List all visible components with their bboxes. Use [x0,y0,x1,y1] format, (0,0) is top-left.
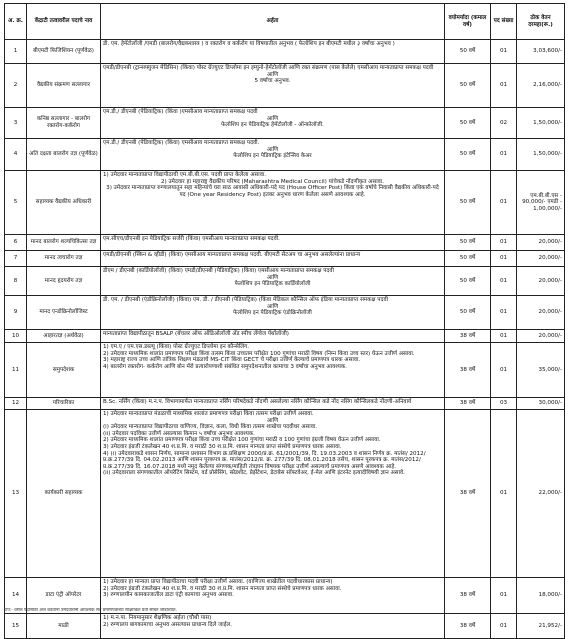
row-number: 9 [5,296,27,330]
post-name: अति दक्षता बालरोग तज्ञ (पूर्णवेळ) [27,139,101,171]
post-count: 01 [491,64,517,108]
col-header-salary: ठोक वेतन दरमहा(रू.) [517,4,565,40]
age-limit: 38 वर्षे [445,578,491,614]
qualification-line: 4) बालरोग रक्तरोग- कर्करोग आणि बोन मॅरो प्रत्यारोपणाशी संबंधित समुपदेशनातील कामाचा 3 वर्षांचा अनुभव आवश्यक. [103,363,347,370]
qualification-line: एमडी/डीएनबी (ट्रान्सफ्युजन मेडिसिन) (किंवा) पोस्ट ग्रॅज्युएट डिप्लोमा इन इम्युनो-हेमॅटोलॉजी आणि रक्त संक्रमण (पास केलेले) एमसीआय मान्यताप्राप्त समकक्ष पदवी [103,65,434,71]
table-row [5,410,565,578]
qualification-line: आणि [266,274,279,281]
qualification-cell [101,235,445,251]
table-row [5,64,565,108]
row-number: 4 [5,139,27,171]
row-number: 5 [5,171,27,235]
age-limit: 38 वर्षे [445,614,491,639]
qualification-cell [101,614,445,639]
post-name: आहारतज्ञ (अर्धवेळ) [27,330,101,343]
table-row [5,343,565,398]
row-number: 11 [5,343,27,398]
col-header-age: वयोमर्यादा (कमाल वर्ष) [445,4,491,40]
qualification-cell [101,343,445,398]
row-number: 3 [5,108,27,139]
post-count: 01 [491,578,517,614]
table-row [5,251,565,267]
qualification-line: एमडी/डीएनबी (स्किन & व्हीडी) (किंवा) एमसीआय मान्यताप्राप्त समकक्ष पदवी. बीएमटी सेटअप चा अनुभव असलेल्यांना प्राधान्य [103,252,361,258]
qualification-cell [101,296,445,330]
age-limit: 50 वर्षे [445,267,491,296]
qualification-cell [101,171,445,235]
qualification-line: फेलोशिप इन पेडियाट्रिक कार्डियोलॉजी [234,281,311,288]
qualification-line: (i) उमेदवार मान्यताप्राप्त विद्यापीठाचा वाणिज्य, विज्ञान, कला, विधी किंवा तत्सम शाखेचा पदवीधर असावा. [103,424,318,431]
qualification-line: एम.डी./ डीएनबी (पेडियाट्रिक) (किंवा) एमसीआय मान्यताप्राप्त समकक्ष पदवी. [103,140,260,146]
salary-value: 21,952/- [517,614,565,639]
qualification-line: 3) उमेदवार इंग्रजी टंकलेखन 40 श.प्र.मि. व मराठी 30 श.प्र.मि. शासन मान्यता प्राप्त संस्थेचे प्रमाणपत्र धारक असावा. [103,443,342,450]
age-limit: 38 वर्षे [445,398,491,410]
qualification-cell [101,40,445,64]
post-name: कार्यकारी सहाय्यक [27,410,101,578]
qualification-line: 1) उमेदवार हा मान्यता प्राप्त विद्यापीठाचा पदवी परीक्षा उत्तीर्ण असावा. (वाणिज्य शाखेतील पदवीधारकास प्राधान्य) [103,579,333,585]
footnote: टिप:- वरील पदांसाठी अर्ज करताना उमेदवारांनी आवश्यक सर्व प्रमाणपत्रांच्या साक्षांकित प्रती सोबत जोडाव्यात. [4,608,177,613]
qualification-line: 2) उमेदवार माध्यमिक शालांत प्रमाणपत्र परीक्षा किंवा तत्सम किंवा उच्चतम परीक्षेत 100 गुणांचा मराठी विषय (निम्न किंवा उच्च स्तर) घेऊन उत्तीर्ण असावा. [103,350,415,357]
qualification-line: 1) म.न.पा. नियमानुसार शैक्षणिक अर्हता (चौथी पास) [103,615,212,621]
post-count: 01 [491,614,517,639]
qualification-cell [101,330,445,343]
post-name: माळी [27,614,101,639]
col-header-qualification: अर्हता [101,4,445,40]
table-row [5,40,565,64]
post-name: मानद हृदयरोग तज्ञ [27,267,101,296]
post-count: 01 [491,330,517,343]
qualification-line: 4) (i) उमेदवाराकडे शासन निर्णय, सामान्य प्रशासन विभाग क्र.प्रशिक्षण 2000/प्र.क्र. 61/2001/39, दि. 19.03.2003 व शासन निर्णय क्र. मातंस/ 2012/ प्र.क्र.277/39 दि. 04.02.2013 आणि शासन पूरकपत्र क्र. मातंस/2012/प्र. क्र. 277/39 दि. 08.01.2018 तसेच, शासन पूरकपत्र क्र. मातंस/2012/प्र.क्र.277/39 दि. 16.07.2018 मध्ये नमूद केलेल्या संगणक/माहिती तंत्रज्ञान विषयक परीक्षा उत्तीर्ण असल्याचे प्रमाणपत्र असणे आवश्यक आहे. [103,450,426,470]
salary-value: 1,50,000/- [517,108,565,139]
table-row [5,235,565,251]
qualification-line: डी. एम. हेमॅटोलॉजी /एमडी (बालरोग/वैद्यकशास्त्र ) व रक्तरोग व कर्करोग या विषयातील अनुभव ( फेलोशिप इन बीएमटी मधील ३ वर्षांचा अनुभव ) [103,41,395,47]
post-count: 01 [491,296,517,330]
qualification-line: 2) उमेदवार माध्यमिक शालांत प्रमाणपत्र परीक्षा किंवा उच्च परीक्षेत 100 गुणांचा मराठी व 100 गुणांचा इंग्रजी विषय घेऊन उत्तीर्ण असावा. [103,437,381,444]
qualification-cell [101,267,445,296]
post-count: 01 [491,40,517,64]
age-limit: 50 वर्षे [445,139,491,171]
post-name: डाटा एंट्री ऑपरेटर [27,578,101,614]
qualification-line: डी. एम. / डीएनबी (एंडोक्रिनोलॉजी) (किंवा) एम. डी. / डीएनबी (पेडियाट्रिक) (किंवा मेडिकल कौन्सिल ऑफ इंडिया मान्यताप्राप्त समकक्ष पदवी [103,297,389,303]
row-number: 14 [5,578,27,614]
table-row [5,267,565,296]
salary-value: 20,000/- [517,251,565,267]
salary-value: 20,000/- [517,267,565,296]
qualification-cell [101,410,445,578]
row-number: 8 [5,267,27,296]
post-count: 02 [491,108,517,139]
post-name: मानद त्वचारोग तज्ञ [27,251,101,267]
post-name: सहाय्यक वैद्यकीय अधिकारी [27,171,101,235]
qualification-line: 3) रुग्णालयीन कामकाजातील डाटा एंट्री कामाचा अनुभव असावा. [103,592,234,599]
table-body [5,40,565,639]
salary-value: 2,16,000/- [517,64,565,108]
header-row [5,4,565,40]
qualification-line: फेलोशिप इन पेडियाट्रिक इंटेन्सिव केअर [233,153,312,160]
qualification-cell [101,108,445,139]
post-count: 01 [491,343,517,398]
salary-value: 35,000/- [517,343,565,398]
age-limit: 50 वर्षे [445,108,491,139]
qualification-line: आणि [266,417,279,424]
post-count: 01 [491,171,517,235]
row-number: 12 [5,398,27,410]
table-row [5,108,565,139]
row-number: 10 [5,330,27,343]
qualification-line: 3) महाराष्ट्र राज्य उच्च आणि तांत्रिक शिक्षण मंडळाचे MS-CIT किंवा GECT चे परीक्षा उत्तीर्ण केल्याचे प्रमाणपत्र धारक असावा. [103,357,361,364]
qualification-line: 1) उमेदवार मान्यताप्राप्त मंडळाची माध्यमिक शालांत प्रमाणपत्र परीक्षा किंवा तत्सम परीक्षा उत्तीर्ण असावा. [103,411,314,417]
qualification-line: फेलोशिप इन पेडियाट्रिक हेमॅटोलॉजी - ऑन्कोलॉजी. [221,122,324,129]
age-limit: 50 वर्षे [445,235,491,251]
row-number: 6 [5,235,27,251]
salary-value: 30,000/- [517,398,565,410]
qualification-line: एम.सीएच/डीएनबी इन पेडियाट्रिक सर्जरी (किंवा) एमसीआय मान्यताप्राप्त समकक्ष पदवी. [103,236,280,242]
qualification-line: (ii) उमेदवाराला संगणकातील ऑपरेटिंग सिस्टम, वर्ड प्रोसेसिंग, स्प्रेडशीट, प्रेझेंटेशन, डेटाबेस सॉफ्टवेअर, ई-मेल आणि इंटरनेट इत्यादीविषयी ज्ञान असावे. [103,470,405,477]
salary-value: 20,000/- [517,296,565,330]
post-count: 01 [491,251,517,267]
qualification-line: 1) उमेदवार मान्यताप्राप्त विद्यापीठाची एम.बी.बी.एस. पदवी प्राप्त केलेला असावा. [103,172,267,178]
row-number: 15 [5,614,27,639]
age-limit: 38 वर्षे [445,330,491,343]
qualification-cell [101,64,445,108]
post-name: मानद एन्डोक्रिनोलॉजिस्ट [27,296,101,330]
qualification-line: 2) उमेदवार हा महाराष्ट्र वैद्यकीय परिषद (Maharashtra Medical Council) यांचेकडे नोंदणीकृत असावा. [160,178,385,185]
table-row [5,614,565,639]
qualification-cell [101,251,445,267]
qualification-line: एम.डी./ डीएनबी (पेडियाट्रिक) (किंवा )एमसीआय मान्यताप्राप्त समकक्ष पदवी [103,109,258,115]
row-number: 1 [5,40,27,64]
qualification-line: 3) उमेदवार मान्यताप्राप्त रुग्णालयातून सहा महिन्यांचे घरा साठ आवासी अधिकारी-पदे पद (House Officer Post) किंवा एक वर्षाचे निवासी वैद्यकीय अधिकारी-पदे पद (One year Residency Post) इतका अनुभव धारण केलेला असणे आवश्यक आहे. [106,185,439,198]
qualification-line: डीएम / डीएनबी (कार्डियोलॉजी) (किंवा) एमडी/डीएनबी (पेडियाट्रिक) (किंवा) एमसीआय मान्यताप्राप्त समकक्ष पदवी [103,268,334,274]
salary-value: 18,000/- [517,578,565,614]
age-limit: 50 वर्षे [445,251,491,267]
post-count: 01 [491,410,517,578]
table-row [5,296,565,330]
col-header-sr: अ. क्र. [5,4,27,40]
qualification-line: आणि [266,115,279,122]
qualification-line: मान्यताप्राप्त विद्यापीठातून BSALP (बॅचलर ऑफ ऑडिओलॉजी अँड स्पीच लँग्वेज पॅथॉलॉजी) [103,331,289,337]
post-name: कनिष्ठ सल्लागार - बालरोग रक्तरोग-कर्करोग [27,108,101,139]
post-name: समुपदेशक [27,343,101,398]
age-limit: 38 वर्षे [445,343,491,398]
post-count: 01 [491,139,517,171]
qualification-line: 2) उमेदवार इंग्रजी टंकलेखन 40 श.प्र.मि. व मराठी 30 श.प्र.मि. शासन मान्यता प्राप्त संस्थेचे प्रमाणपत्र धारक असावा. [103,585,342,592]
age-limit: 50 वर्षे [445,40,491,64]
salary-value: 3,03,600/- [517,40,565,64]
qualification-cell [101,398,445,410]
qualification-cell [101,139,445,171]
post-name: बीएमटी फिजिशियन (पूर्णवेळ) [27,40,101,64]
table-row [5,398,565,410]
col-header-count: पद संख्या [491,4,517,40]
post-name: मानद बालरोग शल्यचिकित्सा तज्ञ [27,235,101,251]
qualification-line: आणि [266,146,279,153]
qualification-line: 1) एम.ए / एम.एस.डब्ल्यू (किंवा) पोस्ट ग्रॅज्युएट डिप्लोमा इन कौन्सेलिंग. [103,344,249,350]
col-header-post: केंद्राटी तत्वावरील पदाचे नाव [27,4,101,40]
row-number: 7 [5,251,27,267]
qualification-line: 5 वर्षांचा अनुभव. [254,78,291,85]
post-count: 01 [491,235,517,251]
salary-value: एम.बी.बी.एस - 90,000/- एमडी - 1,00,000/- [517,171,565,235]
row-number: 2 [5,64,27,108]
post-name: वैद्यकीय संक्रमण सल्लागार [27,64,101,108]
table-row [5,330,565,343]
age-limit: 50 वर्षे [445,171,491,235]
recruitment-table [4,3,565,639]
age-limit: 50 वर्षे [445,296,491,330]
qualification-line: आणि [266,71,279,78]
salary-value: 20,000/- [517,330,565,343]
table-row [5,139,565,171]
age-limit: 50 वर्षे [445,64,491,108]
post-name: परिचारिका [27,398,101,410]
salary-value: 22,000/- [517,410,565,578]
qualification-line: (ii) उमेदवार पदविका उत्तीर्ण असल्यास किमान ५ वर्षांचा अनुभव आवश्यक. [103,430,255,437]
qualification-line: 2) रुग्णालय बागकामाचा अनुभव असल्यास प्राधान्य दिले जाईल. [103,621,233,628]
salary-value: 1,50,000/- [517,139,565,171]
row-number: 13 [5,410,27,578]
qualification-line: B.Sc. नर्सिंग (किंवा) म.न.प. विभागामार्फत मान्यताप्राप्त नर्सिंग परिषदेकडे नोंदणी असलेल्या नर्सिंग कौन्सिल कडे नोंद नसिंग कौन्सिलकडे नोंदणी-अनिवार्य [103,399,412,405]
salary-value: 20,000/- [517,235,565,251]
age-limit: 38 वर्षे [445,410,491,578]
post-count: 03 [491,398,517,410]
table-row [5,171,565,235]
post-count: 01 [491,267,517,296]
qualification-line: फेलोशिप इन पेडियाट्रिक एंडोक्रिनोलॉजी [233,310,312,317]
qualification-line: आणि [266,303,279,310]
